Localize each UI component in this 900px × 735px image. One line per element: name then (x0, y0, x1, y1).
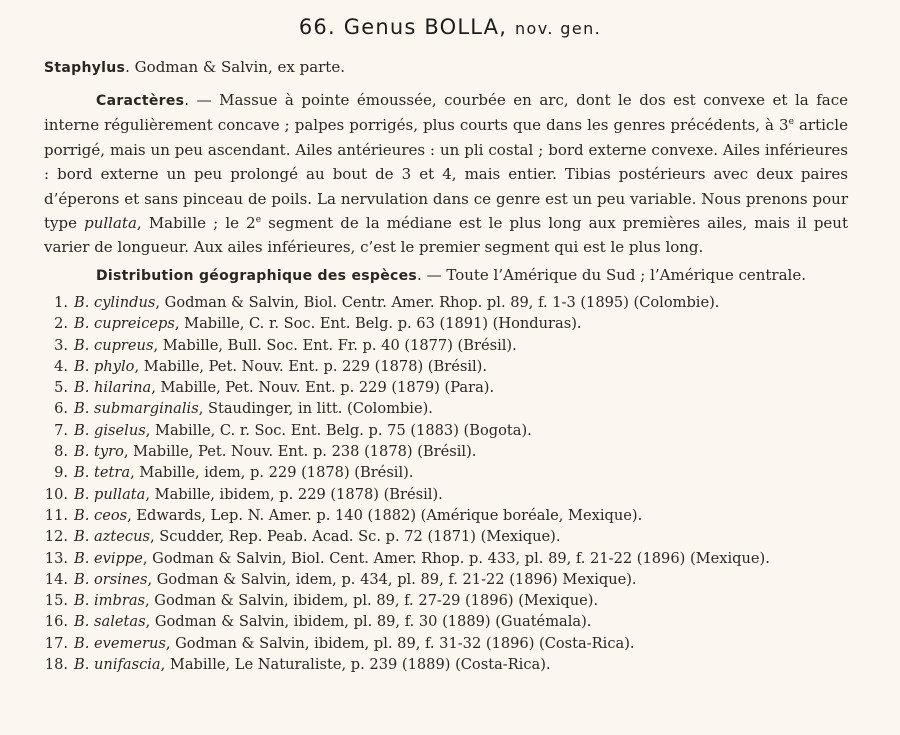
species-genus: B. (74, 294, 90, 311)
distribution-text: . — Toute l’Amérique du Sud ; l’Amérique centrale. (417, 266, 806, 284)
distribution-line (96, 266, 806, 284)
title-suffix: nov. gen. (514, 19, 602, 38)
species-genus: B. (74, 656, 90, 674)
characters-text-3: , Mabille ; le 2 (136, 214, 256, 233)
species-name: imbras (94, 592, 146, 610)
species-name: pullata (94, 485, 146, 503)
species-item (0, 590, 900, 611)
species-item (0, 313, 900, 334)
species-number: 15. (44, 592, 68, 610)
species-reference: , Mabille, Bull. Soc. Ent. Fr. p. 40 (1877) (Brésil). (153, 336, 517, 354)
species-number: 5. (54, 379, 68, 397)
species-reference: , Godman & Salvin, Biol. Centr. Amer. Rhop. pl. 89, f. 1-3 (1895) (Colombie). (155, 294, 720, 311)
species-item (0, 356, 900, 377)
species-genus: B. (74, 443, 90, 461)
species-entry (74, 611, 591, 632)
species-name: aztecus (94, 528, 150, 546)
species-name: submarginalis (94, 400, 199, 418)
species-entry (74, 335, 517, 356)
species-genus: B. (74, 570, 90, 588)
species-reference: , Mabille, Pet. Nouv. Ent. p. 229 (1878) (Brésil). (134, 357, 487, 375)
species-genus: B. (74, 549, 90, 567)
species-reference: , Godman & Salvin, Biol. Cent. Amer. Rhop. p. 433, pl. 89, f. 21-22 (1896) (Mexique). (142, 549, 770, 567)
species-reference: , Mabille, Le Naturaliste, p. 239 (1889) (Costa-Rica). (160, 656, 551, 674)
characters-text-4: segment de la médiane est le plus long aux premières ailes, mais il peut varier de longueur. Aux ailes inférieures, c’est le premier segment qui est le plus long. (44, 214, 848, 257)
species-number: 13. (44, 549, 68, 567)
species-name: unifascia (94, 656, 161, 674)
species-name: hilarina (94, 379, 152, 397)
species-number: 3. (54, 336, 68, 354)
species-item (0, 569, 900, 590)
species-entry (74, 505, 642, 526)
characters-label: Caractères (96, 93, 185, 109)
species-reference: , Edwards, Lep. N. Amer. p. 140 (1882) (Amérique boréale, Mexique). (127, 506, 643, 524)
species-reference: , Godman & Salvin, ibidem, pl. 89, f. 27-29 (1896) (Mexique). (145, 592, 599, 610)
species-reference: , Mabille, ibidem, p. 229 (1878) (Brésil). (145, 485, 443, 503)
species-name: cupreiceps (94, 315, 175, 333)
species-entry (74, 462, 413, 483)
species-entry (74, 654, 551, 675)
species-reference: , Scudder, Rep. Peab. Acad. Sc. p. 72 (1871) (Mexique). (149, 528, 561, 546)
species-reference: , Staudinger, in litt. (Colombie). (198, 400, 433, 418)
species-name: saletas (94, 613, 146, 631)
species-genus: B. (74, 506, 90, 524)
species-name: tetra (94, 464, 131, 482)
species-genus: B. (74, 379, 90, 397)
species-number: 7. (54, 421, 68, 439)
species-entry (74, 633, 635, 654)
species-name: giselus (94, 421, 146, 439)
species-item (0, 611, 900, 632)
species-reference: , Godman & Salvin, idem, p. 434, pl. 89, f. 21-22 (1896) Mexique). (147, 570, 637, 588)
species-entry (74, 313, 582, 334)
species-reference: , Mabille, C. r. Soc. Ent. Belg. p. 63 (1891) (Honduras). (174, 315, 582, 333)
synonym-line (44, 58, 345, 76)
species-number: 12. (44, 528, 68, 546)
species-entry (74, 548, 770, 569)
species-list (0, 292, 900, 675)
species-item (0, 548, 900, 569)
species-genus: B. (74, 421, 90, 439)
species-genus: B. (74, 592, 90, 610)
species-reference: , Mabille, Pet. Nouv. Ent. p. 229 (1879) (Para). (151, 379, 495, 397)
species-item (0, 505, 900, 526)
species-entry (74, 526, 561, 547)
species-item (0, 462, 900, 483)
species-number: 10. (44, 485, 68, 503)
species-genus: B. (74, 634, 90, 652)
species-item (0, 654, 900, 675)
species-reference: , Godman & Salvin, ibidem, pl. 89, f. 31-32 (1896) (Costa-Rica). (165, 634, 635, 652)
species-item (0, 633, 900, 654)
species-item (0, 526, 900, 547)
species-genus: B. (74, 528, 90, 546)
species-item (0, 377, 900, 398)
species-name: evemerus (94, 634, 166, 652)
synonym-name: Staphylus (44, 60, 126, 76)
species-number: 16. (44, 613, 68, 631)
species-item (0, 292, 900, 313)
page-title (0, 15, 900, 39)
species-item (0, 441, 900, 462)
species-genus: B. (74, 400, 90, 418)
species-number: 8. (54, 443, 68, 461)
species-number: 6. (54, 400, 68, 418)
species-item (0, 335, 900, 356)
species-genus: B. (74, 357, 90, 375)
species-entry (74, 484, 443, 505)
species-number: 18. (44, 656, 68, 674)
species-genus: B. (74, 315, 90, 333)
species-number: 17. (44, 634, 68, 652)
characters-text-1: . — Massue à pointe émoussée, courbée en arc, dont le dos est convexe et la face interne régulièrement concave ; palpes porrigés, plus courts que dans les genres précédents, à 3 (44, 91, 848, 135)
species-item (0, 484, 900, 505)
title-genus: Genus BOLLA, (343, 15, 508, 39)
species-reference: , Mabille, Pet. Nouv. Ent. p. 238 (1878) (Brésil). (123, 443, 477, 461)
superscript-1: e (788, 117, 794, 128)
species-reference: , Mabille, idem, p. 229 (1878) (Brésil). (130, 464, 414, 482)
species-number: 9. (54, 464, 68, 482)
species-number: 11. (44, 506, 68, 524)
species-number: 2. (54, 315, 68, 333)
characters-paragraph (44, 88, 848, 260)
species-name: phylo (94, 357, 135, 375)
superscript-2: e (255, 215, 262, 226)
species-genus: B. (74, 485, 90, 503)
species-reference: , Mabille, C. r. Soc. Ent. Belg. p. 75 (1883) (Bogota). (145, 421, 532, 439)
species-entry (74, 398, 433, 419)
species-number: 4. (54, 357, 68, 375)
species-name: orsines (94, 570, 148, 588)
species-genus: B. (74, 464, 90, 482)
species-reference: , Godman & Salvin, ibidem, pl. 89, f. 30 (1889) (Guatémala). (145, 613, 592, 631)
species-genus: B. (74, 336, 90, 354)
species-entry (74, 356, 487, 377)
species-name: cylindus (94, 294, 156, 311)
distribution-label: Distribution géographique des espèces (96, 268, 418, 284)
species-item (0, 398, 900, 419)
species-number: 14. (44, 570, 68, 588)
species-entry (74, 569, 637, 590)
species-entry (74, 420, 532, 441)
species-number: 1. (54, 294, 68, 311)
title-number: 66. (298, 15, 336, 39)
species-entry (74, 590, 598, 611)
characters-text-2: article porrigé, mais un peu ascendant. Ailes antérieures : un pli costal ; bord externe convexe. Ailes inférieures : bord externe un peu prolongé au bout de 3 et 4, mais entier. Tibias postérieurs avec deux paires d’éperons et sans pinceau de poils. La nervulation dans ce genre est un peu variable. Nous prenons pour type (44, 116, 848, 233)
species-name: ceos (94, 506, 128, 524)
species-genus: B. (74, 613, 90, 631)
species-name: cupreus (94, 336, 154, 354)
species-item (0, 420, 900, 441)
species-name: evippe (94, 549, 143, 567)
species-name: tyro (94, 443, 124, 461)
species-entry (74, 441, 476, 462)
species-entry (74, 377, 494, 398)
type-species: pullata (84, 214, 137, 233)
species-entry (74, 292, 719, 313)
synonym-text: . Godman & Salvin, ex parte. (125, 58, 345, 76)
